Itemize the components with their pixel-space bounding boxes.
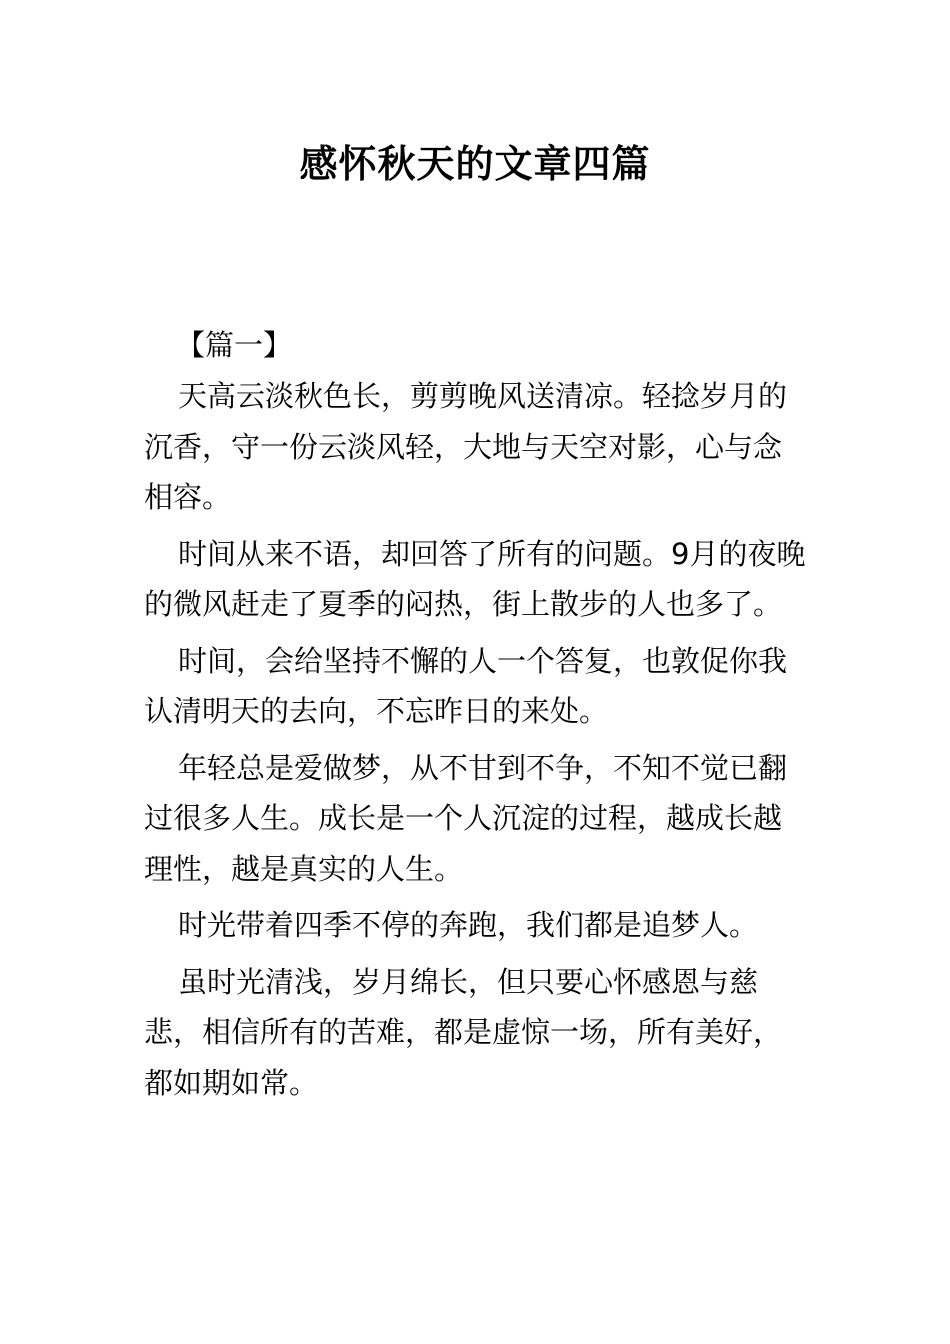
paragraph-6: 虽时光清浅，岁月绵长，但只要心怀感恩与慈悲，相信所有的苦难，都是虚惊一场，所有美好，都如期如常。 xyxy=(144,964,783,1100)
document-title: 感怀秋天的文章四篇 xyxy=(299,142,651,186)
paragraph-4: 年轻总是爱做梦，从不甘到不争，不知不觉已翻过很多人生。成长是一个人沉淀的过程，越成长越理性，越是真实的人生。 xyxy=(144,750,788,886)
paragraph-1: 天高云淡秋色长，剪剪晚风送清凉。轻捻岁月的沉香，守一份云淡风轻，大地与天空对影，心与念相容。 xyxy=(144,379,788,514)
paragraph-3: 时间，会给坚持不懈的人一个答复，也敦促你我认清明天的去向，不忘昨日的来处。 xyxy=(144,643,788,728)
document-body xyxy=(144,320,808,1114)
paragraph-2: 时间从来不语，却回答了所有的问题。9月的夜晚的微风赶走了夏季的闷热，街上散步的人也多了。 xyxy=(144,536,806,621)
paragraph-5: 时光带着四季不停的奔跑，我们都是追梦人。 xyxy=(178,908,759,942)
section-heading: 【篇一】 xyxy=(176,328,293,362)
